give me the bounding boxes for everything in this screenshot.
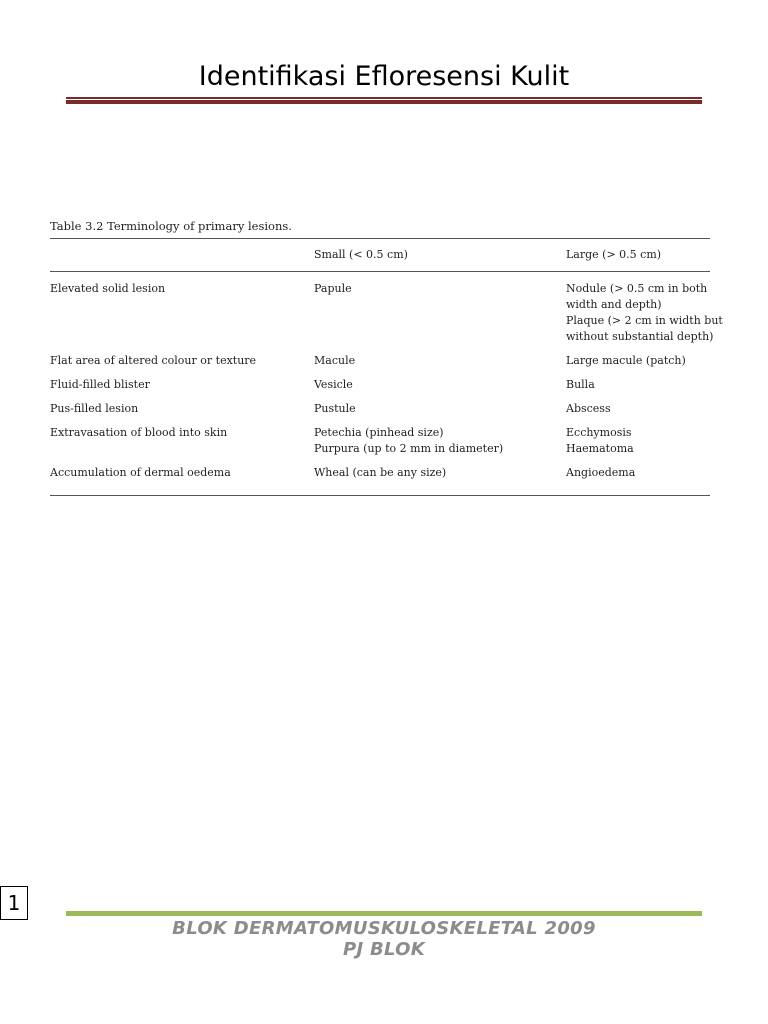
row-large-line: Ecchymosis xyxy=(566,426,632,439)
row-large xyxy=(566,465,716,481)
row-large xyxy=(566,377,716,393)
table-row xyxy=(50,465,710,489)
row-large-line: Large macule (patch) xyxy=(566,354,686,367)
table-row xyxy=(50,377,710,401)
row-term xyxy=(50,425,310,441)
row-small-line: Papule xyxy=(314,282,352,295)
row-term xyxy=(50,377,310,393)
title-divider-thick xyxy=(66,100,702,104)
header-large: Large (> 0.5 cm) xyxy=(566,248,662,261)
row-large-line: Abscess xyxy=(566,402,611,415)
row-small-line: Pustule xyxy=(314,402,356,415)
row-large-line: Nodule (> 0.5 cm in both xyxy=(566,282,708,295)
row-small xyxy=(314,401,564,417)
table-row xyxy=(50,353,710,377)
row-term xyxy=(50,401,310,417)
row-large-line: Bulla xyxy=(566,378,595,391)
row-large xyxy=(566,353,716,369)
row-small-line: Vesicle xyxy=(314,378,353,391)
table-header-row xyxy=(50,239,710,271)
row-term-line: Fluid-filled blister xyxy=(50,378,150,391)
row-large-line: without substantial depth) xyxy=(566,330,714,343)
row-large-line: Plaque (> 2 cm in width but xyxy=(566,314,723,327)
row-large-line: width and depth) xyxy=(566,298,662,311)
page-title: Identifikasi Efloresensi Kulit xyxy=(198,61,570,92)
row-large-line: Angioedema xyxy=(566,466,636,479)
page-number: 1 xyxy=(0,886,28,920)
footer-line-1: BLOK DERMATOMUSKULOSKELETAL 2009 xyxy=(172,918,596,939)
row-small xyxy=(314,281,564,297)
row-large xyxy=(566,281,723,345)
row-term xyxy=(50,353,310,369)
table-caption: Table 3.2 Terminology of primary lesions. xyxy=(50,219,292,233)
row-small xyxy=(314,425,564,457)
title-divider xyxy=(66,97,702,106)
row-term-line: Flat area of altered colour or texture xyxy=(50,354,257,367)
row-large-line: Haematoma xyxy=(566,442,634,455)
table-row xyxy=(50,281,723,353)
row-small-line: Wheal (can be any size) xyxy=(314,466,447,479)
row-term xyxy=(50,281,310,297)
footer-line-2: PJ BLOK xyxy=(342,939,426,960)
row-term-line: Extravasation of blood into skin xyxy=(50,426,228,439)
title-divider-thin xyxy=(66,97,702,99)
footer xyxy=(0,918,768,960)
row-small xyxy=(314,353,564,369)
row-large xyxy=(566,425,716,457)
row-small-line: Petechia (pinhead size) xyxy=(314,426,444,439)
row-term-line: Elevated solid lesion xyxy=(50,282,166,295)
header-small: Small (< 0.5 cm) xyxy=(314,248,408,261)
row-term xyxy=(50,465,310,481)
table-bottom-rule xyxy=(50,495,710,496)
row-small-line: Macule xyxy=(314,354,356,367)
lesion-terminology-table xyxy=(50,216,723,496)
row-small xyxy=(314,465,564,481)
row-small-line: Purpura (up to 2 mm in diameter) xyxy=(314,442,504,455)
row-small xyxy=(314,377,564,393)
row-term-line: Pus-filled lesion xyxy=(50,402,139,415)
table-row xyxy=(50,425,710,465)
table-body xyxy=(50,272,723,495)
table-row xyxy=(50,401,710,425)
footer-divider xyxy=(66,911,702,916)
row-large xyxy=(566,401,716,417)
row-term-line: Accumulation of dermal oedema xyxy=(50,466,231,479)
